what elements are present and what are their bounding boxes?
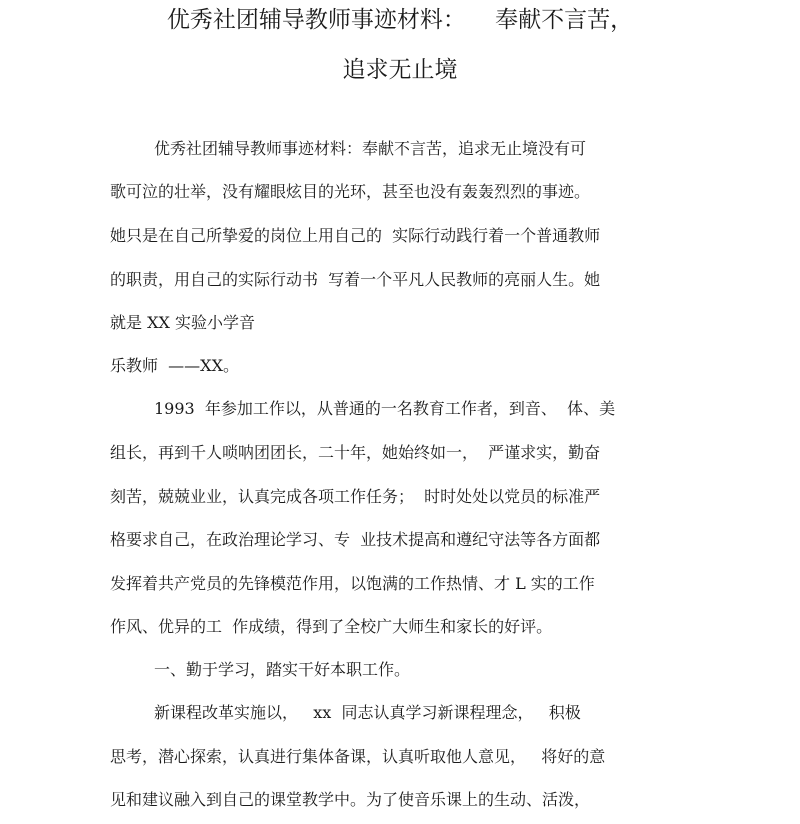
body-line: 乐教师 ——XX。	[110, 356, 239, 375]
body-line: 发挥着共产党员的先锋模范作用，以饱满的工作热情、才 L 实的工作	[110, 574, 595, 593]
body-line: 的职责，用自己的实际行动书 写着一个平凡人民教师的亮丽人生。她	[110, 270, 601, 289]
body-line: 作风、优异的工 作成绩，得到了全校广大师生和家长的好评。	[110, 617, 553, 636]
document-title-line-2: 追求无止境	[342, 57, 458, 83]
document-title-line-1: 优秀社团辅导教师事迹材料： 奉献不言苦，	[166, 7, 634, 33]
body-line: 1993 年参加工作以，从普通的一名教育工作者，到音、 体、美	[154, 399, 616, 418]
body-line: 她只是在自己所挚爱的岗位上用自己的 实际行动践行着一个普通教师	[110, 226, 601, 245]
body-line: 刻苦，兢兢业业，认真完成各项工作任务； 时时处处以党员的标准严	[110, 487, 601, 506]
body-line: 思考，潜心探索，认真进行集体备课，认真听取他人意见， 将好的意	[110, 747, 606, 766]
body-line: 新课程改革实施以， xx 同志认真学习新课程理念， 积极	[154, 703, 581, 722]
body-line: 就是 XX 实验小学音	[110, 313, 255, 332]
body-line: 优秀社团辅导教师事迹材料：奉献不言苦，追求无止境没有可	[154, 139, 587, 158]
section-heading: 一、勤于学习，踏实干好本职工作。	[154, 660, 411, 679]
body-line: 见和建议融入到自己的课堂教学中。为了使音乐课上的生动、活泼，	[110, 790, 591, 809]
body-line: 歌可泣的壮举，没有耀眼炫目的光环，甚至也没有轰轰烈烈的事迹。	[110, 182, 591, 201]
body-line: 组长，再到千人唢呐团团长，二十年，她始终如一， 严谨求实，勤奋	[110, 443, 601, 462]
body-line: 格要求自己，在政治理论学习、专 业技术提高和遵纪守法等各方面都	[110, 530, 601, 549]
